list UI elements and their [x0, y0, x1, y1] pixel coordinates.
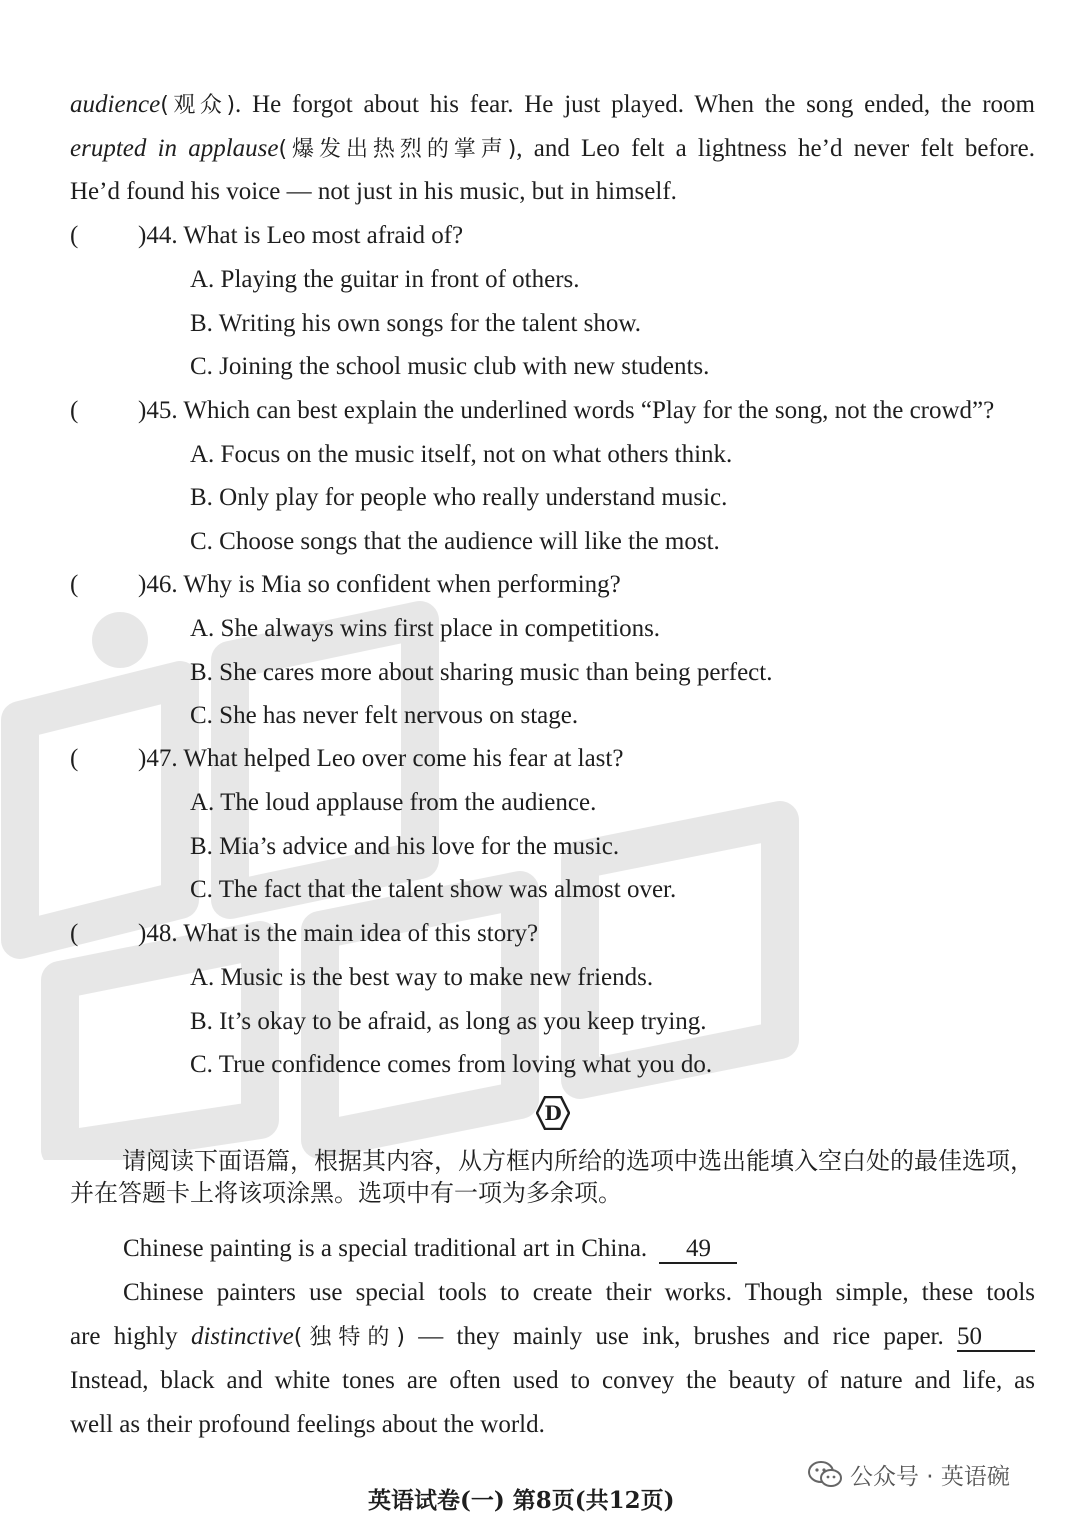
- section-d-instruction: 请阅读下面语篇，根据其内容，从方框内所给的选项中选出能填入空白处的最佳选项，并在答题卡上将该项涂黑。选项中有一项为多余项。: [70, 1147, 1034, 1207]
- option-44-c: C. Joining the school music club with new students.: [190, 353, 710, 380]
- option-47-b: B. Mia’s advice and his love for the music.: [190, 833, 620, 860]
- blank-49[interactable]: 49: [659, 1236, 737, 1264]
- option-46-a: A. She always wins first place in competitions.: [190, 615, 661, 642]
- option-45-c: C. Choose songs that the audience will like the most.: [190, 528, 720, 555]
- option-48-b: B. It’s okay to be afraid, as long as you keep trying.: [190, 1008, 707, 1035]
- option-44-a: A. Playing the guitar in front of others.: [190, 266, 580, 293]
- section-d-badge: [536, 1096, 570, 1130]
- page-footer: 英语试卷(一) 第8页(共12页): [368, 1487, 675, 1514]
- question-text: )46. Why is Mia so confident when performing?: [138, 571, 621, 598]
- option-47-c: C. The fact that the talent show was almost over.: [190, 876, 677, 903]
- passage-line-2: erupted in applause(爆发出热烈的掌声), and Leo felt a lightness he’d never felt before.: [70, 135, 1035, 162]
- passage-d-line-5: well as their profound feelings about the world.: [70, 1411, 545, 1438]
- option-44-b: B. Writing his own songs for the talent show.: [190, 310, 642, 337]
- wechat-account-label: 公众号 · 英语碗: [808, 1458, 1010, 1491]
- option-47-a: A. The loud applause from the audience.: [190, 789, 597, 816]
- answer-paren[interactable]: (: [70, 920, 79, 947]
- blank-50[interactable]: 50: [957, 1324, 1035, 1352]
- option-45-b: B. Only play for people who really understand music.: [190, 484, 728, 511]
- question-text: )44. What is Leo most afraid of?: [138, 222, 464, 249]
- passage-d-line-3: are highly distinctive(独特的) — they mainly use ink, brushes and rice paper. 50: [70, 1321, 1035, 1354]
- section-d-letter: D: [544, 1101, 562, 1125]
- answer-paren[interactable]: (: [70, 222, 79, 249]
- passage-d-line-1: Chinese painting is a special traditional art in China. 49: [123, 1233, 737, 1265]
- question-text: )48. What is the main idea of this story?: [138, 920, 539, 947]
- passage-line-1: audience(观众). He forgot about his fear. He just played. When the song ended, the room: [70, 91, 1035, 118]
- answer-paren[interactable]: (: [70, 745, 79, 772]
- question-text: )45. Which can best explain the underlined words “Play for the song, not the crowd”?: [138, 397, 995, 424]
- option-48-a: A. Music is the best way to make new friends.: [190, 964, 654, 991]
- option-46-c: C. She has never felt nervous on stage.: [190, 702, 579, 729]
- passage-d-line-2: Chinese painters use special tools to create their works. Though simple, these tools: [123, 1279, 1035, 1306]
- wechat-icon: [808, 1460, 842, 1490]
- option-45-a: A. Focus on the music itself, not on what others think.: [190, 441, 733, 468]
- answer-paren[interactable]: (: [70, 397, 79, 424]
- answer-paren[interactable]: (: [70, 571, 79, 598]
- passage-d-line-4: Instead, black and white tones are often used to convey the beauty of nature and life, as: [70, 1367, 1035, 1394]
- option-46-b: B. She cares more about sharing music than being perfect.: [190, 659, 773, 686]
- passage-line-3: He’d found his voice — not just in his music, but in himself.: [70, 178, 677, 205]
- option-48-c: C. True confidence comes from loving what you do.: [190, 1051, 713, 1078]
- question-text: )47. What helped Leo over come his fear at last?: [138, 745, 624, 772]
